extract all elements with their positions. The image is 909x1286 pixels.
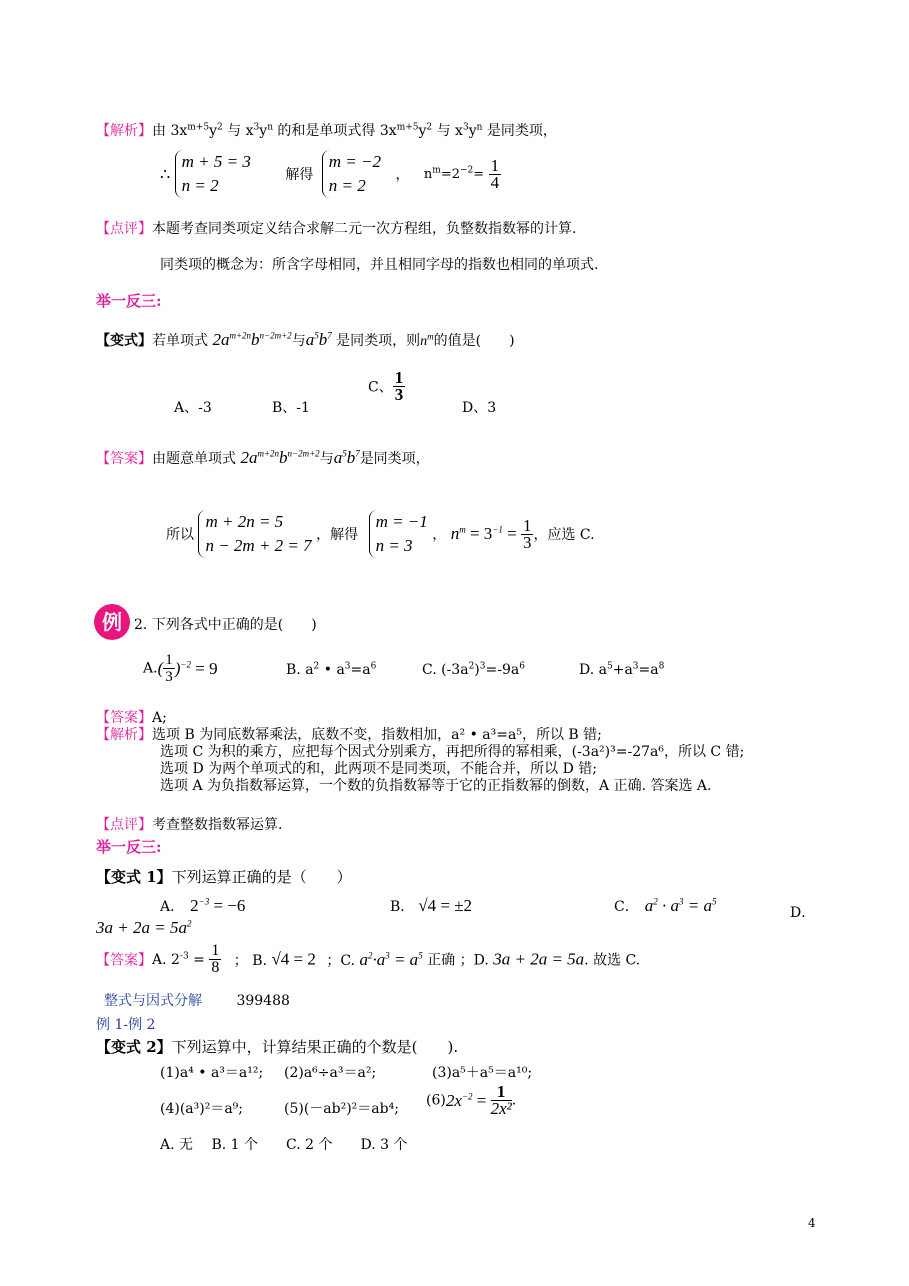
therefore-symbol: ∴ — [160, 164, 171, 184]
variant1-option-c: C． $a^2 \cdot a^3 = a^5$ — [614, 896, 717, 915]
variant2-item-5: (5)(－ab²)²＝ab⁴; — [284, 1101, 399, 1117]
variant-solution-line: 所以 m + 2n = 5 n − 2m + 2 = 7 ，解得 m = −1 n = 3 ， $n^m = 3^{-1}$ = $\frac{1}{3}$ ，应选 C. — [166, 510, 595, 558]
fraction-third-result: $\frac{1}{3}$ — [522, 515, 532, 552]
system1-eq2: n = 2 — [181, 176, 219, 195]
example-option-b: B. $a^2$ • $a^3=a^6$ — [286, 661, 377, 678]
concept-text: 同类项的概念为：所含字母相同，并且相同字母的指数也相同的单项式. — [160, 257, 599, 273]
answer-tag: 【答案】 — [96, 451, 152, 467]
chapter-link-label[interactable]: 整式与因式分解 — [104, 993, 202, 1009]
comment-text-2: 考查整数指数幂运算. — [152, 817, 283, 833]
analysis-tag-2: 【解析】 — [96, 727, 152, 743]
variant2-item-6: $(6)2x^{-2}$ = $\frac{1}{\text{2x²}}$ . — [426, 1082, 517, 1118]
system1-eq1: m + 5 = 3 — [181, 152, 251, 171]
variant-system2-eq1: m = −1 — [375, 512, 428, 531]
monomial-expression: $2a^{m+2n}b^{n-2m+2}$ — [212, 330, 292, 349]
variant-answer-line: 【答案】由题意单项式 $2a^{m+2n}b^{n-2m+2}$与$a^5b^7$是同类项， — [96, 448, 430, 467]
example-question: 2. 下列各式中正确的是( ) — [134, 617, 317, 633]
fraction-third: $\frac{1}{3}$ — [394, 368, 404, 404]
variant-system1-eq1: m + 2n = 5 — [205, 512, 284, 531]
variant2-options: A. 无 B. 1 个 C. 2 个 D. 3 个 — [160, 1137, 408, 1153]
equation-system-1 — [175, 150, 251, 198]
answer-tag-2: 【答案】 — [96, 710, 152, 726]
variant2-tag: 【变式 2】 — [96, 1038, 172, 1056]
power-result: $n^m=2^{-2}=$ — [423, 165, 485, 182]
variant2-item-1: (1)a⁴ • a³＝a¹²; — [160, 1065, 264, 1081]
analysis-line-4: 选项 A 为负指数幂运算，一个数的负指数幂等于它的正指数幂的倒数，A 正确. 答案选 A. — [160, 778, 712, 794]
comment-tag-2: 【点评】 — [96, 817, 152, 833]
variant-option-d: D、3 — [462, 400, 497, 416]
comment-text: 本题考查同类项定义结合求解二元一次方程组，负整数指数幂的计算. — [152, 221, 577, 237]
comment-line — [96, 218, 576, 238]
example-analysis-tag — [96, 727, 602, 744]
variant-question: 【变式】若单项式 $2a^{m+2n}b^{n-2m+2}$与$a^5b^7$ 是同类项，则$n^m$的值是( ) — [96, 330, 515, 349]
variant2-item-2: (2)a⁶÷a³＝a²; — [284, 1065, 377, 1081]
variant2-item-3: (3)a⁵＋a⁵＝a¹⁰; — [432, 1065, 533, 1081]
system2-eq2: n = 2 — [328, 176, 366, 195]
example-badge: 例 — [94, 604, 130, 640]
variant1-option-a: A． $2^{-3} = -6$ — [160, 896, 246, 915]
variant1-option-d-label: D． — [790, 905, 816, 921]
answer-tag-3: 【答案】 — [96, 952, 152, 969]
variant1-option-d-expr: $3a + 2a = 5a^2$ — [96, 918, 192, 937]
variant-tag: 【变式】 — [96, 333, 152, 349]
variant-text: 若单项式 — [152, 333, 208, 349]
variant-system-1 — [198, 510, 311, 558]
variant1-question: 【变式 1】下列运算正确的是（ ） — [96, 868, 352, 886]
variant-system1-eq2: n − 2m + 2 = 7 — [205, 536, 312, 555]
variant2-question: 【变式 2】下列运算中，计算结果正确的个数是( ). — [96, 1038, 459, 1056]
practice-heading-2: 举一反三: — [96, 838, 162, 856]
variant-system2-eq2: n = 3 — [375, 536, 413, 555]
variant-system-2 — [369, 510, 428, 558]
example-option-a: A.( $\frac{1}{3}$ )$^{-2}$ = 9 — [143, 652, 218, 685]
system2-eq1: m = −2 — [328, 152, 382, 171]
variant2-item-4: (4)(a³)²＝a⁹; — [160, 1101, 244, 1117]
example-option-c: C. $(-3a^2)^3=-9a^6$ — [422, 661, 525, 678]
chapter-link-code: 399488 — [236, 993, 290, 1009]
analysis-text: 由 3x — [152, 123, 188, 139]
analysis-line-3: 选项 D 为两个单项式的和，此两项不是同类项，不能合并，所以 D 错; — [160, 761, 597, 777]
example-option-d: D. $a^5+a^3=a^8$ — [579, 661, 665, 678]
analysis-tag: 【解析】 — [96, 123, 152, 139]
equation-system-2 — [322, 150, 381, 198]
comment-tag: 【点评】 — [96, 221, 152, 237]
chapter-link[interactable] — [104, 990, 290, 1010]
variant-option-c: C、 $\frac{1}{3}$ — [368, 368, 404, 404]
practice-heading-1: 举一反三: — [96, 292, 162, 310]
page-number: 4 — [808, 1216, 816, 1230]
variant-option-a: A、-3 — [174, 400, 212, 416]
fraction-quarter: $\frac{1}{4}$ — [490, 155, 500, 192]
analysis-line: 【解析】由 $3x^{m+5}y^2$ 与 $x^3y^n$ 的和是单项式得 $3x^{m+5}y^2$ 与 $x^3y^n$ 是同类项， — [96, 122, 557, 139]
variant1-answer-line: 【答案】A. $2^{-3}$ = $\frac{1}{8}$ ； B. √4 = 2 ；C. $a^2\cdot a^3 = a^5$ 正确 ；D. 3a + 2a = 5a. 故选 C. — [96, 942, 641, 976]
variant1-tag: 【变式 1】 — [96, 868, 172, 886]
system-solution-line — [160, 150, 501, 198]
comma: ， — [395, 167, 410, 183]
variant-result: $n^m = 3^{-1}$ = — [450, 524, 521, 543]
example-range-link[interactable]: 例 1-例 2 — [96, 1017, 156, 1033]
solve-label: 解得 — [285, 167, 314, 183]
example-comment-line — [96, 814, 282, 834]
analysis-line-2: 选项 C 为积的乘方，应把每个因式分别乘方，再把所得的幂相乘，(-3a²)³=-27a⁶，所以 C 错; — [160, 744, 745, 760]
example-answer-line: 【答案】A; — [96, 710, 167, 726]
variant-option-b: B、-1 — [272, 400, 310, 416]
variant1-option-b: B． √4 = ±2 — [390, 896, 473, 915]
monomial-expression-answer: $2a^{m+2n}b^{n-2m+2}$ — [240, 448, 320, 467]
analysis-line-1: 选项 B 为同底数幂乘法，底数不变，指数相加，a² • a³=a⁵，所以 B 错; — [152, 727, 602, 743]
